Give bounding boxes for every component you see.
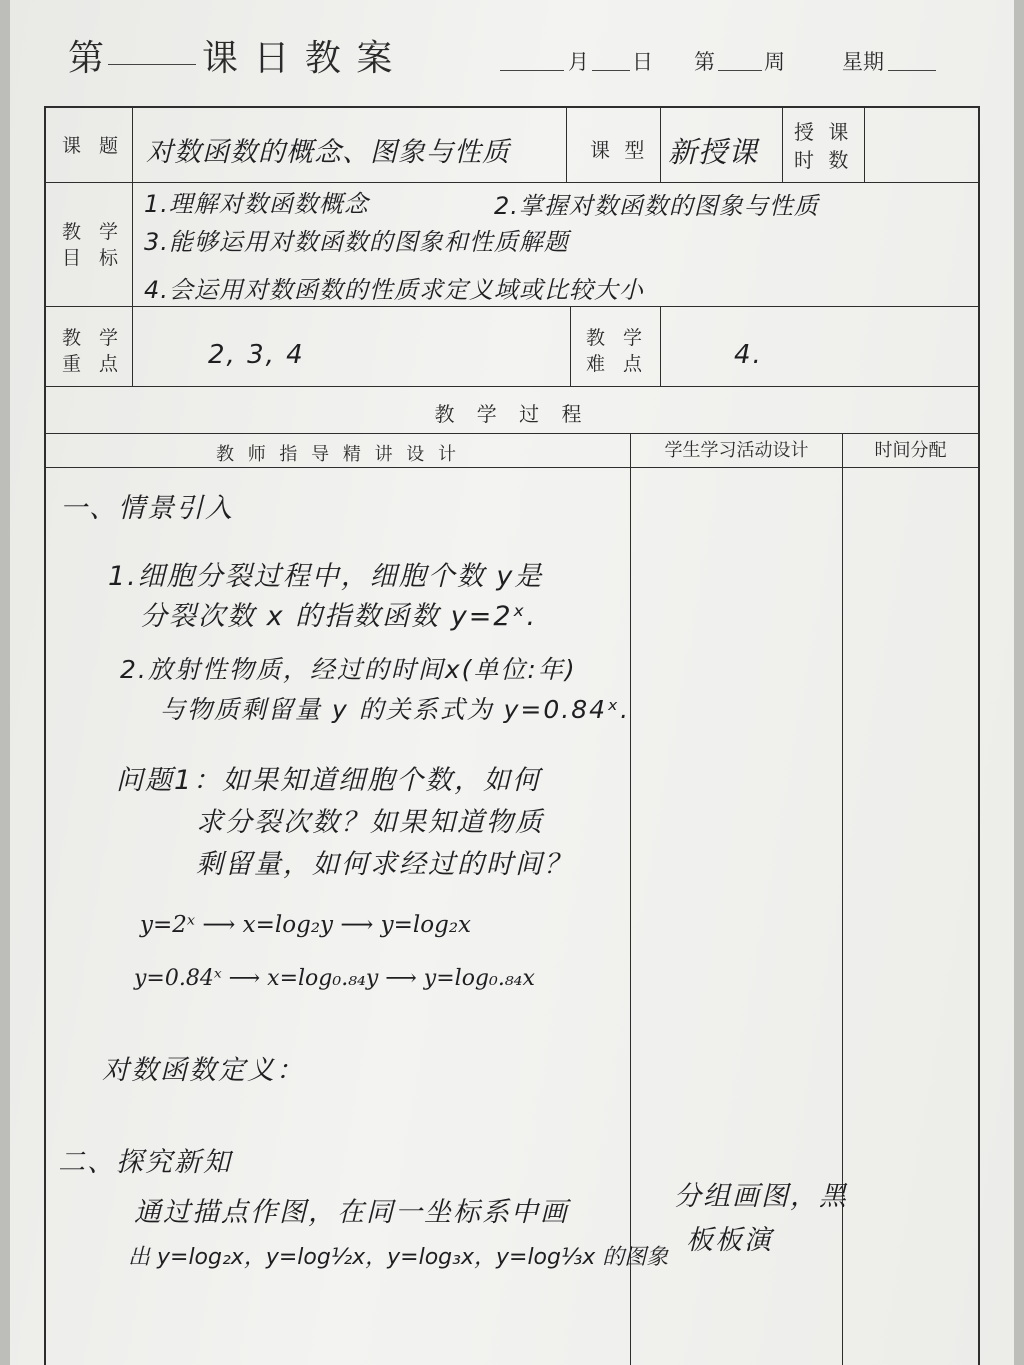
explore-line-2: 出 y=log₂x，y=log½x，y=log₃x，y=log⅓x 的图象 bbox=[128, 1245, 669, 1270]
week-blank bbox=[718, 70, 762, 71]
table-left-border bbox=[44, 106, 46, 1365]
goal-item: 2.掌握对数函数的图象与性质 bbox=[494, 192, 819, 220]
day-blank bbox=[592, 70, 630, 71]
table-right-border bbox=[978, 106, 980, 1365]
weekday-blank bbox=[888, 70, 936, 71]
goal-item: 4.会运用对数函数的性质求定义域或比较大小 bbox=[144, 276, 644, 304]
table-top-border bbox=[44, 106, 980, 108]
type-label: 课 型 bbox=[590, 138, 649, 162]
row-divider bbox=[44, 467, 980, 468]
goal-item: 1.理解对数函数概念 bbox=[144, 190, 369, 218]
month-blank bbox=[500, 70, 564, 71]
section-2-heading: 二、探究新知 bbox=[58, 1147, 232, 1178]
difficulty-label-1: 教 学 bbox=[586, 327, 649, 349]
key-points-label-1: 教 学 bbox=[62, 327, 125, 349]
teacher-column-header: 教 师 指 导 精 讲 设 计 bbox=[215, 444, 461, 465]
row-divider bbox=[44, 386, 980, 387]
col-divider bbox=[864, 106, 865, 182]
week-label: 周 bbox=[764, 50, 785, 74]
row-divider bbox=[44, 182, 980, 183]
topic-label: 课 题 bbox=[62, 135, 125, 157]
row-divider bbox=[44, 433, 980, 434]
question-line-1: 问题1：如果知道细胞个数，如何 bbox=[116, 765, 542, 796]
lesson-plan-page bbox=[10, 0, 1014, 1365]
goal-item: 3.能够运用对数函数的图象和性质解题 bbox=[144, 228, 569, 256]
key-points-value: 2, 3, 4 bbox=[208, 340, 305, 370]
day-label: 日 bbox=[632, 50, 653, 74]
student-column-header: 学生学习活动设计 bbox=[664, 440, 809, 461]
explore-line-1: 通过描点作图，在同一坐标系中画 bbox=[134, 1197, 569, 1228]
goals-label-1: 教 学 bbox=[62, 221, 125, 243]
col-divider bbox=[782, 106, 783, 182]
example-1-line-1: 1.细胞分裂过程中，细胞个数 y是 bbox=[108, 561, 544, 592]
example-2-line-1: 2.放射性物质，经过的时间x(单位:年) bbox=[120, 655, 577, 684]
type-value: 新授课 bbox=[668, 135, 759, 169]
page-title: 课 日 教 案 bbox=[202, 38, 395, 79]
process-title: 教 学 过 程 bbox=[434, 402, 590, 426]
title-prefix: 第 bbox=[68, 38, 105, 79]
equation-base-084: y=0.84ˣ ⟶ x=log₀.₈₄y ⟶ y=log₀.₈₄x bbox=[134, 966, 535, 991]
col-divider bbox=[630, 433, 631, 1365]
col-divider bbox=[132, 106, 133, 386]
week-prefix-label: 第 bbox=[694, 50, 715, 74]
key-points-label-2: 重 点 bbox=[62, 353, 125, 375]
example-1-line-2: 分裂次数 x 的指数函数 y=2ˣ. bbox=[140, 601, 538, 632]
difficulty-value: 4. bbox=[734, 340, 763, 370]
col-divider bbox=[660, 106, 661, 182]
month-label: 月 bbox=[568, 50, 589, 74]
student-activity-line-2: 板板演 bbox=[686, 1225, 773, 1256]
topic-value: 对数函数的概念、图象与性质 bbox=[146, 137, 510, 168]
time-column-header: 时间分配 bbox=[874, 440, 947, 461]
col-divider bbox=[660, 306, 661, 386]
equation-base-2: y=2ˣ ⟶ x=log₂y ⟶ y=log₂x bbox=[140, 912, 472, 938]
question-line-3: 剩留量，如何求经过的时间？ bbox=[196, 849, 573, 880]
goals-label-2: 目 标 bbox=[62, 247, 125, 269]
student-activity-line-1: 分组画图，黑 bbox=[674, 1181, 848, 1212]
hours-label-1: 授 课 bbox=[794, 120, 853, 144]
col-divider bbox=[566, 106, 567, 182]
difficulty-label-2: 难 点 bbox=[586, 353, 649, 375]
col-divider bbox=[570, 306, 571, 386]
lesson-number-blank bbox=[108, 64, 196, 65]
example-2-line-2: 与物质剩留量 y 的关系式为 y=0.84ˣ. bbox=[160, 695, 631, 724]
section-1-heading: 一、情景引入 bbox=[60, 493, 234, 524]
question-line-2: 求分裂次数？如果知道物质 bbox=[196, 807, 544, 838]
hours-label-2: 时 数 bbox=[794, 148, 853, 172]
row-divider bbox=[44, 306, 980, 307]
definition-heading: 对数函数定义： bbox=[102, 1055, 305, 1086]
col-divider bbox=[842, 433, 843, 1365]
weekday-label: 星期 bbox=[842, 50, 884, 74]
